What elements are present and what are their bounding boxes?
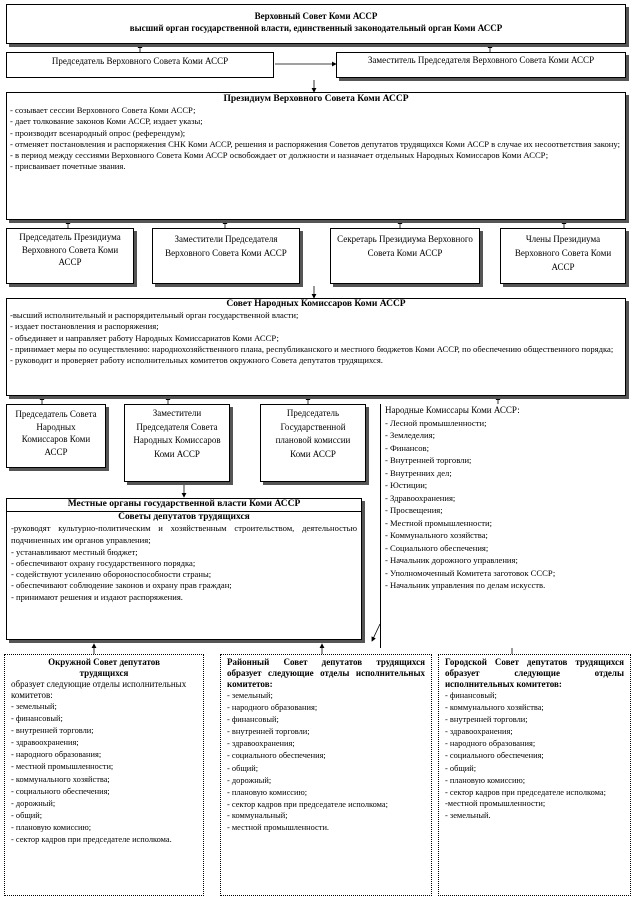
raion-dept-item: - земельный; <box>227 691 273 700</box>
raion-dept-item: - общий; <box>227 763 259 773</box>
commissar-item: - Земледелия; <box>385 430 435 440</box>
local-organs-item: -руководят культурно-политическим и хозяйственным строительством, деятельностью подчиненных им органов управления; <box>11 523 357 545</box>
snk-item: - принимает меры по осуществлению: народнохозяйственного плана, республиканского и местного бюджетов Коми АССР, по обеспечению общественного порядка; <box>10 343 614 354</box>
presidium-deputies-label: Заместители Председателя Верховного Совета Коми АССР <box>165 234 287 258</box>
snk-deputies-label: Заместители Председателя Совета Народных Комиссаров Коми АССР <box>133 408 221 459</box>
presidium-chairman-label: Председатель Президиума Верховного Совета Коми АССР <box>19 232 121 267</box>
city-dept-item: - общий; <box>445 763 477 773</box>
presidium-title: Президиум Верховного Совета Коми АССР <box>223 94 409 104</box>
snk-chairman-box <box>6 404 106 468</box>
city-soviet-box <box>438 654 631 896</box>
district-dept-item: - внутренней торговли; <box>11 726 94 736</box>
raion-dept-item: - местной промышленности. <box>227 822 330 832</box>
local-organs-box <box>6 498 362 640</box>
city-soviet-title: Городской Совет депутатов трудящихся образует следующие отделы исполнительных комитетов: <box>445 657 624 689</box>
city-dept-item: - земельный. <box>445 810 491 820</box>
commissar-item: - Социального обеспечения; <box>385 542 489 553</box>
raion-dept-item: - сектор кадров при председателе исполкома; <box>227 799 388 809</box>
district-soviet-box <box>4 654 204 896</box>
district-soviet-title: Окружной Совет депутатов трудящихся <box>48 657 160 678</box>
raion-dept-item: - социального обеспечения; <box>227 751 326 761</box>
city-dept-item: - сектор кадров при председателе исполкома; <box>445 787 606 797</box>
commissar-item: - Местной промышленности; <box>385 517 493 528</box>
presidium-item: - дает толкование законов Коми АССР, издает указы; <box>10 116 203 127</box>
raion-dept-item: - коммунальный; <box>227 810 288 820</box>
city-dept-item: - коммунального хозяйства; <box>445 703 544 713</box>
district-dept-item: - коммунального хозяйства; <box>11 774 110 784</box>
commissar-item: - Финансов; <box>385 442 429 453</box>
presidium-chairman-box <box>6 228 134 284</box>
local-organs-item: - обеспечивают охрану государственного порядка; <box>11 557 196 568</box>
chairman-supreme-box <box>6 52 274 78</box>
presidium-members-label: Члены Президиума Верховного Совета Коми АССР <box>514 234 612 272</box>
city-dept-item: -местной промышленности; <box>445 798 546 808</box>
snk-item: - издает постановления и распоряжения; <box>10 321 159 332</box>
local-organs-item: - содействуют усилению обороноспособности страны; <box>11 569 212 580</box>
presidium-box <box>6 92 626 220</box>
snk-item: -высший исполнительный и распорядительный орган государственной власти; <box>10 310 299 320</box>
city-dept-item: - народного образования; <box>445 739 536 749</box>
raion-dept-item: - плановую комиссию; <box>227 787 308 797</box>
city-dept-item: - финансовый; <box>445 691 497 700</box>
raion-dept-item: - финансовый; <box>227 715 279 725</box>
local-organs-title: Местные органы государственной власти Коми АССР <box>67 499 301 509</box>
district-dept-item: - здравоохранения; <box>11 738 79 748</box>
commissar-item: - Начальник дорожного управления; <box>385 555 518 565</box>
raion-dept-item: - народного образования; <box>227 703 318 713</box>
commissar-item: - Начальник управления по делам искусств. <box>385 580 546 590</box>
city-dept-item: - социального обеспечения; <box>445 751 544 761</box>
snk-deputies-box <box>124 404 230 482</box>
commissars-box <box>380 404 630 648</box>
supreme-soviet-title: Верховный Совет Коми АССР <box>254 11 378 21</box>
raion-soviet-title: Районный Совет депутатов трудящихся образует следующие отделы исполнительных комитетов: <box>227 657 425 689</box>
snk-gosplan-label: Председатель Государственной плановой комиссии Коми АССР <box>275 408 351 459</box>
supreme-soviet-box <box>6 4 626 44</box>
city-dept-item: - плановую комиссию; <box>445 775 526 785</box>
commissar-item: - Внутренних дел; <box>385 467 452 478</box>
commissar-item: - Юстиции; <box>385 480 428 490</box>
commissar-item: - Здравоохранения; <box>385 492 456 503</box>
deputy-chairman-supreme-box <box>336 52 626 78</box>
raion-dept-item: - здравоохранения; <box>227 739 295 749</box>
snk-item: - руководит и проверяет работу исполнительных комитетов окружного Совета депутатов трудящихся. <box>10 355 383 366</box>
commissar-item: - Внутренней торговли; <box>385 455 472 465</box>
district-dept-item: - социального обеспечения; <box>11 786 110 796</box>
district-dept-item: - общий; <box>11 810 43 820</box>
commissar-item: - Просвещения; <box>385 505 443 515</box>
deputy-chairman-supreme-label: Заместитель Председателя Верховного Совета Коми АССР <box>367 55 595 65</box>
presidium-item: - в период между сессиями Верховного Совета Коми АССР освобождает от должности и назначает отдельных Народных Комиссаров Коми АССР; <box>10 150 549 161</box>
presidium-item: - производит всенародный опрос (референдум); <box>10 127 186 138</box>
district-dept-item: - местной промышленности; <box>11 762 114 772</box>
snk-title: Совет Народных Комиссаров Коми АССР <box>226 299 406 309</box>
presidium-item: - отменяет постановления и распоряжения СНК Коми АССР, решения и распоряжения Советов депутатов трудящихся Коми АССР в случае их несоответствия закону; <box>10 138 620 149</box>
commissar-item: - Уполномоченный Комитета заготовок СССР; <box>385 567 556 578</box>
district-soviet-intro: образует следующие отделы исполнительных комитетов: <box>11 679 187 700</box>
district-dept-item: - дорожный; <box>11 798 56 808</box>
presidium-members-box <box>500 228 626 284</box>
snk-chairman-label: Председатель Совета Народных Комиссаров Коми АССР <box>15 409 97 457</box>
presidium-secretary-label: Секретарь Президиума Верховного Совета Коми АССР <box>337 234 473 258</box>
snk-box <box>6 298 626 396</box>
city-dept-item: - здравоохранения; <box>445 727 513 737</box>
local-organs-item: - обеспечивают соблюдение законов и охрану прав граждан; <box>11 580 232 591</box>
presidium-item: - присваивает почетные звания. <box>10 161 126 172</box>
raion-dept-item: - внутренней торговли; <box>227 727 310 737</box>
presidium-secretary-box <box>330 228 480 284</box>
district-dept-item: - земельный; <box>11 702 57 711</box>
commissar-item: - Лесной промышленности; <box>385 417 487 428</box>
commissars-title: Народные Комиссары Коми АССР: <box>385 405 520 415</box>
snk-item: - объединяет и направляет работу Народных Комиссариатов Коми АССР; <box>10 332 279 343</box>
local-organs-item: - принимают решения и издают распоряжения. <box>11 591 183 602</box>
district-dept-item: - сектор кадров при председателе исполкома. <box>11 835 172 845</box>
district-dept-item: - плановую комиссию; <box>11 822 92 832</box>
commissar-item: - Коммунального хозяйства; <box>385 530 488 540</box>
chairman-supreme-label: Председатель Верховного Совета Коми АССР <box>51 56 229 66</box>
city-dept-item: - внутренней торговли; <box>445 715 528 725</box>
supreme-soviet-subtitle: высший орган государственной власти, единственный законодательный орган Коми АССР <box>129 22 503 33</box>
raion-soviet-box <box>220 654 432 896</box>
presidium-item: - созывает сессии Верховного Совета Коми АССР; <box>10 105 196 115</box>
local-organs-item: - устанавливают местный бюджет; <box>11 546 138 557</box>
snk-gosplan-box <box>260 404 366 482</box>
local-organs-subtitle: Советы депутатов трудящихся <box>7 511 361 523</box>
presidium-deputies-box <box>152 228 300 284</box>
raion-dept-item: - дорожный; <box>227 775 272 785</box>
district-dept-item: - народного образования; <box>11 750 102 760</box>
district-dept-item: - финансовый; <box>11 714 63 724</box>
